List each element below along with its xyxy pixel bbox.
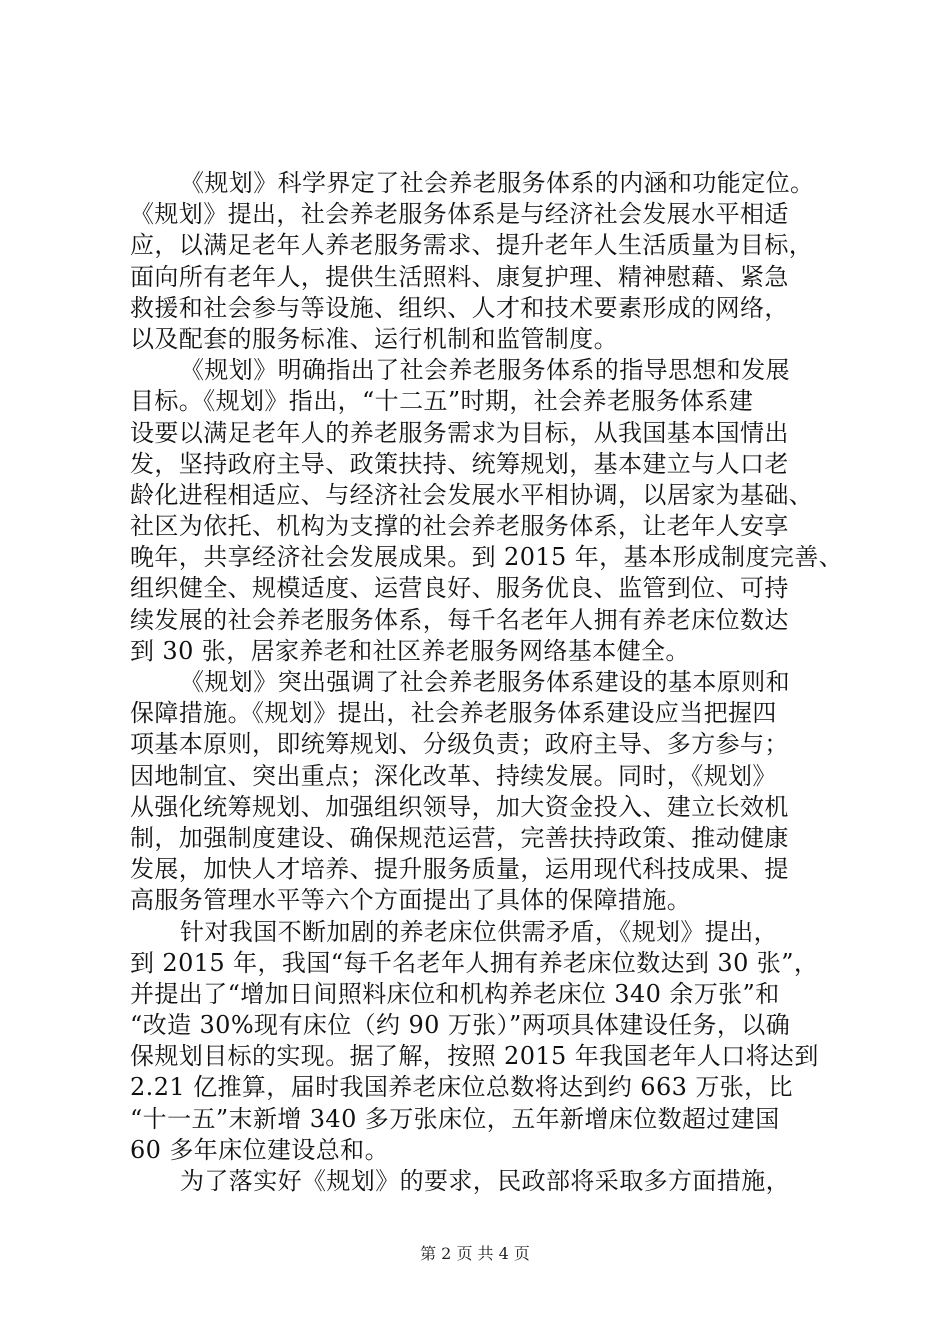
paragraph-2-line-4: 发，坚持政府主导、政策扶持、统筹规划，基本建立与人口老 (130, 449, 789, 478)
paragraph-1-line-2: 《规划》提出，社会养老服务体系是与经济社会发展水平相适 (130, 200, 789, 229)
paragraph-4-line-2: 到 2015 年，我国“每千名老年人拥有养老床位数达到 30 张”， (130, 948, 819, 977)
paragraph-1-line-4: 面向所有老年人，提供生活照料、康复护理、精神慰藉、紧急 (130, 262, 789, 291)
paragraph-4-line-8: 60 多年床位建设总和。 (130, 1135, 389, 1164)
paragraph-4-line-1: 针对我国不断加剧的养老床位供需矛盾，《规划》提出， (180, 917, 778, 946)
paragraph-4-line-3: 并提出了“增加日间照料床位和机构养老床位 340 余万张”和 (130, 979, 780, 1008)
paragraph-4-line-6: 2.21 亿推算，届时我国养老床位总数将达到约 663 万张，比 (130, 1073, 793, 1102)
paragraph-3-line-4: 因地制宜、突出重点；深化改革、持续发展。同时，《规划》 (130, 761, 777, 790)
paragraph-2-line-6: 社区为依托、机构为支撑的社会养老服务体系，让老年人安享 (130, 512, 789, 541)
paragraph-2-line-2: 目标。《规划》指出，“十二五”时期，社会养老服务体系建 (130, 387, 754, 416)
body-text (130, 168, 844, 1197)
paragraph-2-line-7: 晚年，共享经济社会发展成果。到 2015 年，基本形成制度完善、 (130, 543, 844, 572)
paragraph-1-line-1: 《规划》科学界定了社会养老服务体系的内涵和功能定位。 (180, 169, 815, 197)
paragraph-2-line-1: 《规划》明确指出了社会养老服务体系的指导思想和发展 (180, 356, 790, 385)
paragraph-4-line-4: “改造 30%现有床位（约 90 万张）”两项具体建设任务，以确 (130, 1011, 791, 1040)
paragraph-3-line-7: 发展，加快人才培养、提升服务质量，运用现代科技成果、提 (130, 855, 789, 884)
paragraph-4-line-7: “十一五”末新增 340 多万张床位，五年新增床位数超过建国 (130, 1104, 780, 1133)
paragraph-3-line-3: 项基本原则，即统筹规划、分级负责；政府主导、多方参与； (130, 730, 789, 759)
page-footer: 第 2 页 共 4 页 (420, 1244, 530, 1263)
paragraph-2-line-9: 续发展的社会养老服务体系，每千名老年人拥有养老床位数达 (130, 605, 789, 634)
paragraph-2-line-10: 到 30 张，居家养老和社区养老服务网络基本健全。 (130, 636, 690, 665)
paragraph-3-line-6: 制，加强制度建设、确保规范运营，完善扶持政策、推动健康 (130, 823, 789, 852)
paragraph-2-line-8: 组织健全、规模适度、运营良好、服务优良、监管到位、可持 (130, 574, 789, 603)
paragraph-3-line-5: 从强化统筹规划、加强组织领导，加大资金投入、建立长效机 (130, 792, 789, 821)
paragraph-3-line-2: 保障措施。《规划》提出，社会养老服务体系建设应当把握四 (130, 699, 777, 728)
paragraph-3-line-1: 《规划》突出强调了社会养老服务体系建设的基本原则和 (180, 668, 790, 696)
paragraph-3-line-8: 高服务管理水平等六个方面提出了具体的保障措施。 (130, 886, 692, 915)
paragraph-1-line-6: 以及配套的服务标准、运行机制和监管制度。 (130, 324, 618, 353)
paragraph-1-line-5: 救援和社会参与等设施、组织、人才和技术要素形成的网络， (130, 293, 789, 322)
paragraph-4-line-5: 保规划目标的实现。据了解，按照 2015 年我国老年人口将达到 (130, 1042, 819, 1071)
paragraph-2-line-5: 龄化进程相适应、与经济社会发展水平相协调，以居家为基础、 (130, 480, 814, 509)
paragraph-2-line-3: 设要以满足老年人的养老服务需求为目标，从我国基本国情出 (130, 418, 789, 447)
paragraph-5-line-1: 为了落实好《规划》的要求，民政部将采取多方面措施， (180, 1167, 790, 1195)
paragraph-1-line-3: 应，以满足老年人养老服务需求、提升老年人生活质量为目标， (130, 231, 814, 260)
